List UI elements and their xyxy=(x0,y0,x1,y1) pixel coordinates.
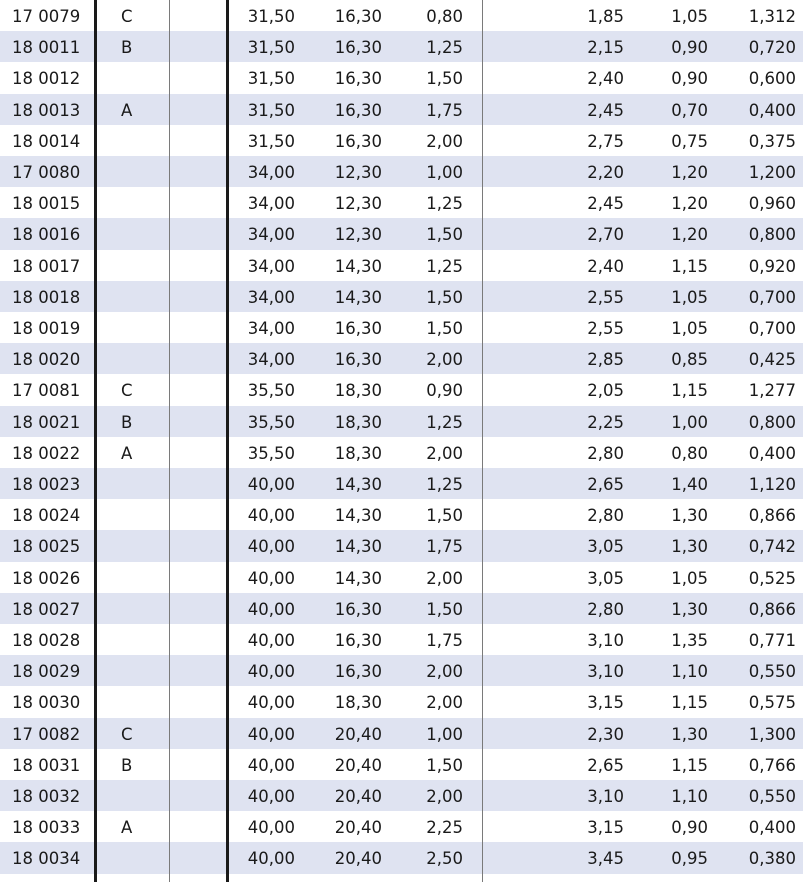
table-cell: 1,25 xyxy=(426,412,463,432)
table-cell: 3,15 xyxy=(587,818,624,838)
table-cell: 16,30 xyxy=(334,631,382,650)
table-cell: 0,766 xyxy=(748,755,796,775)
table-cell: 16,30 xyxy=(334,131,382,151)
table-cell: 1,30 xyxy=(671,537,708,557)
table-cell: 1,25 xyxy=(426,475,463,494)
table-row xyxy=(0,374,803,405)
table-cell: 0,920 xyxy=(748,256,796,276)
table-cell: 2,00 xyxy=(426,131,463,151)
table-cell: 2,25 xyxy=(426,818,463,838)
table-cell: 40,00 xyxy=(247,849,295,869)
table-cell: 0,575 xyxy=(748,693,796,713)
table-cell: 0,960 xyxy=(748,194,796,214)
table-cell: 0,700 xyxy=(748,287,796,307)
table-cell: 0,380 xyxy=(748,849,796,869)
table-cell: 0,550 xyxy=(748,662,796,682)
table-cell: 2,85 xyxy=(587,350,624,370)
table-cell: 18 0019 xyxy=(12,319,81,338)
table-cell: 0,400 xyxy=(748,818,796,838)
table-cell: 31,50 xyxy=(247,131,295,151)
table-cell: 0,700 xyxy=(748,319,796,338)
table-cell: 0,90 xyxy=(426,381,463,401)
table-row xyxy=(0,593,803,624)
table-row xyxy=(0,125,803,156)
table-cell: 3,10 xyxy=(587,787,624,806)
table-cell: 1,15 xyxy=(671,256,708,276)
table-cell: 20,40 xyxy=(334,818,382,838)
column-divider xyxy=(226,0,229,882)
table-cell: 40,00 xyxy=(247,787,295,806)
table-cell: 1,50 xyxy=(426,755,463,775)
table-cell: 18,30 xyxy=(334,693,382,713)
table-cell: 40,00 xyxy=(247,506,295,526)
table-cell: 12,30 xyxy=(334,194,382,214)
table-cell: 2,00 xyxy=(426,787,463,806)
table-cell: 40,00 xyxy=(247,568,295,588)
table-cell: 17 0079 xyxy=(12,7,81,26)
table-cell: 1,277 xyxy=(748,381,796,401)
table-cell: 0,800 xyxy=(748,225,796,245)
table-cell: 40,00 xyxy=(247,818,295,838)
table-cell: 1,05 xyxy=(671,7,708,26)
table-cell: 16,30 xyxy=(334,350,382,370)
table-cell: 1,50 xyxy=(426,599,463,619)
table-cell: 18 0030 xyxy=(12,693,81,713)
table-cell: 18 0028 xyxy=(12,631,81,650)
table-row xyxy=(0,655,803,686)
table-cell: C xyxy=(121,7,133,26)
table-cell: 0,90 xyxy=(671,818,708,838)
table-cell: B xyxy=(121,38,133,58)
table-cell: 14,30 xyxy=(334,506,382,526)
table-cell: 18 0032 xyxy=(12,787,81,806)
table-cell: 1,50 xyxy=(426,319,463,338)
table-cell: 0,866 xyxy=(748,506,796,526)
table-cell: 40,00 xyxy=(247,724,295,744)
table-cell: 2,30 xyxy=(587,724,624,744)
table-cell: 2,70 xyxy=(587,225,624,245)
table-cell: 0,866 xyxy=(748,599,796,619)
table-cell: 0,70 xyxy=(671,100,708,120)
table-cell: 18 0025 xyxy=(12,537,81,557)
table-cell: 0,400 xyxy=(748,100,796,120)
table-cell: 1,300 xyxy=(748,724,796,744)
table-cell: 17 0081 xyxy=(12,381,81,401)
table-cell: B xyxy=(121,755,133,775)
table-cell: 2,40 xyxy=(587,69,624,89)
table-cell: 16,30 xyxy=(334,319,382,338)
table-cell: C xyxy=(121,381,133,401)
table-cell: 1,312 xyxy=(748,7,796,26)
table-cell: 2,40 xyxy=(587,256,624,276)
table-cell: 14,30 xyxy=(334,568,382,588)
table-cell: 1,120 xyxy=(748,475,796,494)
table-cell: 2,45 xyxy=(587,194,624,214)
table-row xyxy=(0,406,803,437)
table-cell: 0,90 xyxy=(671,38,708,58)
table-cell: 34,00 xyxy=(247,287,295,307)
table-cell: 14,30 xyxy=(334,287,382,307)
table-cell: 2,80 xyxy=(587,443,624,463)
table-cell: 34,00 xyxy=(247,319,295,338)
table-cell: 1,50 xyxy=(426,69,463,89)
table-cell: 1,30 xyxy=(671,506,708,526)
table-cell: 2,80 xyxy=(587,506,624,526)
table-cell: 34,00 xyxy=(247,163,295,182)
table-cell: 2,55 xyxy=(587,319,624,338)
table-cell: 18 0020 xyxy=(12,350,81,370)
table-cell: 18 0034 xyxy=(12,849,81,869)
table-cell: 1,20 xyxy=(671,163,708,182)
table-cell: 18 0014 xyxy=(12,131,81,151)
table-cell: 1,25 xyxy=(426,194,463,214)
table-cell: 40,00 xyxy=(247,599,295,619)
table-cell: 18 0022 xyxy=(12,443,81,463)
table-cell: 14,30 xyxy=(334,475,382,494)
table-cell: 35,50 xyxy=(247,381,295,401)
table-row xyxy=(0,0,803,31)
table-cell: 0,800 xyxy=(748,412,796,432)
table-row xyxy=(0,94,803,125)
table-cell: 31,50 xyxy=(247,100,295,120)
table-cell: 18 0018 xyxy=(12,287,81,307)
table-cell: 18 0013 xyxy=(12,100,81,120)
table-cell: 2,75 xyxy=(587,131,624,151)
column-divider xyxy=(169,0,170,882)
table-row xyxy=(0,749,803,780)
table-cell: 40,00 xyxy=(247,693,295,713)
table-cell: 18 0016 xyxy=(12,225,81,245)
table-cell: 0,400 xyxy=(748,443,796,463)
table-cell: 1,20 xyxy=(671,225,708,245)
table-cell: 18 0033 xyxy=(12,818,81,838)
table-cell: 2,15 xyxy=(587,38,624,58)
table-cell: 16,30 xyxy=(334,69,382,89)
table-cell: 2,00 xyxy=(426,443,463,463)
table-cell: 40,00 xyxy=(247,755,295,775)
table-cell: 3,10 xyxy=(587,662,624,682)
table-cell: 0,742 xyxy=(748,537,796,557)
table-cell: 1,85 xyxy=(587,7,624,26)
table-cell: 20,40 xyxy=(334,849,382,869)
table-cell: 0,85 xyxy=(671,350,708,370)
table-cell: 1,00 xyxy=(426,163,463,182)
table-cell: 18 0023 xyxy=(12,475,81,494)
table-cell: 1,15 xyxy=(671,693,708,713)
table-cell: 18,30 xyxy=(334,381,382,401)
table-cell: 3,05 xyxy=(587,568,624,588)
table-cell: 1,30 xyxy=(671,724,708,744)
table-cell: 40,00 xyxy=(247,662,295,682)
table-cell: 16,30 xyxy=(334,38,382,58)
table-cell: 12,30 xyxy=(334,163,382,182)
table-cell: 1,10 xyxy=(671,662,708,682)
table-cell: 12,30 xyxy=(334,225,382,245)
table-cell: 18,30 xyxy=(334,412,382,432)
table-cell: 1,200 xyxy=(748,163,796,182)
table-cell: 2,00 xyxy=(426,350,463,370)
table-cell: 1,00 xyxy=(671,412,708,432)
table-cell: 16,30 xyxy=(334,662,382,682)
table-row xyxy=(0,250,803,281)
table-cell: 3,05 xyxy=(587,537,624,557)
table-cell: 2,25 xyxy=(587,412,624,432)
table-row xyxy=(0,842,803,873)
table-cell: 18 0012 xyxy=(12,69,81,89)
table-cell: 2,50 xyxy=(426,849,463,869)
table-cell: 14,30 xyxy=(334,537,382,557)
table-row xyxy=(0,156,803,187)
table-cell: 1,25 xyxy=(426,256,463,276)
table-row xyxy=(0,281,803,312)
table-cell: 1,20 xyxy=(671,194,708,214)
table-row xyxy=(0,780,803,811)
table-cell: 40,00 xyxy=(247,475,295,494)
table-row xyxy=(0,499,803,530)
table-row xyxy=(0,437,803,468)
table-cell: 1,75 xyxy=(426,100,463,120)
table-cell: 2,20 xyxy=(587,163,624,182)
table-cell: 1,30 xyxy=(671,599,708,619)
table-cell: 1,25 xyxy=(426,38,463,58)
table-cell: 1,15 xyxy=(671,755,708,775)
table-row xyxy=(0,811,803,842)
table-cell: 2,00 xyxy=(426,693,463,713)
table-cell: 0,80 xyxy=(426,7,463,26)
table-row xyxy=(0,718,803,749)
table-cell: 2,80 xyxy=(587,599,624,619)
table-cell: 1,75 xyxy=(426,537,463,557)
table-cell: 17 0080 xyxy=(12,163,81,182)
table-cell: 3,45 xyxy=(587,849,624,869)
table-cell: 3,10 xyxy=(587,631,624,650)
table-cell: 2,05 xyxy=(587,381,624,401)
table-cell: 2,45 xyxy=(587,100,624,120)
table-cell: 20,40 xyxy=(334,724,382,744)
table-cell: A xyxy=(121,100,133,120)
table-cell: 2,00 xyxy=(426,568,463,588)
table-cell: 1,50 xyxy=(426,287,463,307)
table-row xyxy=(0,312,803,343)
table-cell: 1,05 xyxy=(671,287,708,307)
table-cell: 0,771 xyxy=(748,631,796,650)
table-row xyxy=(0,218,803,249)
column-divider xyxy=(482,0,483,882)
table-cell: 31,50 xyxy=(247,69,295,89)
table-cell: 1,35 xyxy=(671,631,708,650)
table-cell: B xyxy=(121,412,133,432)
table-cell: 34,00 xyxy=(247,194,295,214)
table-cell: 0,90 xyxy=(671,69,708,89)
table-cell: 0,75 xyxy=(671,131,708,151)
table-cell: 3,15 xyxy=(587,693,624,713)
table-cell: 40,00 xyxy=(247,631,295,650)
table-cell: A xyxy=(121,443,133,463)
table-cell: 0,425 xyxy=(748,350,796,370)
table-row xyxy=(0,468,803,499)
table-cell: 0,80 xyxy=(671,443,708,463)
table-cell: 0,95 xyxy=(671,849,708,869)
table-cell: 34,00 xyxy=(247,256,295,276)
table-cell: 1,05 xyxy=(671,568,708,588)
table-cell: 1,40 xyxy=(671,475,708,494)
table-cell: 0,720 xyxy=(748,38,796,58)
table-cell: 2,65 xyxy=(587,475,624,494)
table-cell: 18 0011 xyxy=(12,38,81,58)
column-divider xyxy=(94,0,97,882)
table-cell: 2,65 xyxy=(587,755,624,775)
table-row xyxy=(0,624,803,655)
table-cell: 18,30 xyxy=(334,443,382,463)
table-cell: 18 0026 xyxy=(12,568,81,588)
table-cell: 17 0082 xyxy=(12,724,81,744)
table-cell: 2,00 xyxy=(426,662,463,682)
table-cell: 18 0024 xyxy=(12,506,81,526)
table-row xyxy=(0,562,803,593)
table-cell: 2,55 xyxy=(587,287,624,307)
table-cell: 1,10 xyxy=(671,787,708,806)
table-cell: 1,50 xyxy=(426,225,463,245)
table-cell: 16,30 xyxy=(334,7,382,26)
table-cell: 1,75 xyxy=(426,631,463,650)
table-cell: 16,30 xyxy=(334,599,382,619)
table-cell: 14,30 xyxy=(334,256,382,276)
table-cell: 34,00 xyxy=(247,350,295,370)
table-cell: 20,40 xyxy=(334,755,382,775)
table-cell: 34,00 xyxy=(247,225,295,245)
table-cell: C xyxy=(121,724,133,744)
table-row xyxy=(0,686,803,717)
table-cell: 31,50 xyxy=(247,7,295,26)
table-row xyxy=(0,31,803,62)
table-cell: 16,30 xyxy=(334,100,382,120)
table-cell: 0,550 xyxy=(748,787,796,806)
table-cell: 40,00 xyxy=(247,537,295,557)
table-cell: 18 0015 xyxy=(12,194,81,214)
table-cell: 20,40 xyxy=(334,787,382,806)
table-cell: 31,50 xyxy=(247,38,295,58)
table-cell: 18 0029 xyxy=(12,662,81,682)
table-cell: 1,50 xyxy=(426,506,463,526)
table-cell: 18 0017 xyxy=(12,256,81,276)
table-cell: 18 0021 xyxy=(12,412,81,432)
table-cell: 1,15 xyxy=(671,381,708,401)
table-cell: 18 0031 xyxy=(12,755,81,775)
table-cell: 18 0027 xyxy=(12,599,81,619)
table-cell: 1,00 xyxy=(426,724,463,744)
table-row xyxy=(0,530,803,561)
table-cell: 0,525 xyxy=(748,568,796,588)
table-cell: 1,05 xyxy=(671,319,708,338)
table-row xyxy=(0,187,803,218)
table-row xyxy=(0,62,803,93)
table-cell: A xyxy=(121,818,133,838)
table-cell: 35,50 xyxy=(247,443,295,463)
table-cell: 0,375 xyxy=(748,131,796,151)
table-row xyxy=(0,343,803,374)
table-cell: 0,600 xyxy=(748,69,796,89)
table-cell: 35,50 xyxy=(247,412,295,432)
